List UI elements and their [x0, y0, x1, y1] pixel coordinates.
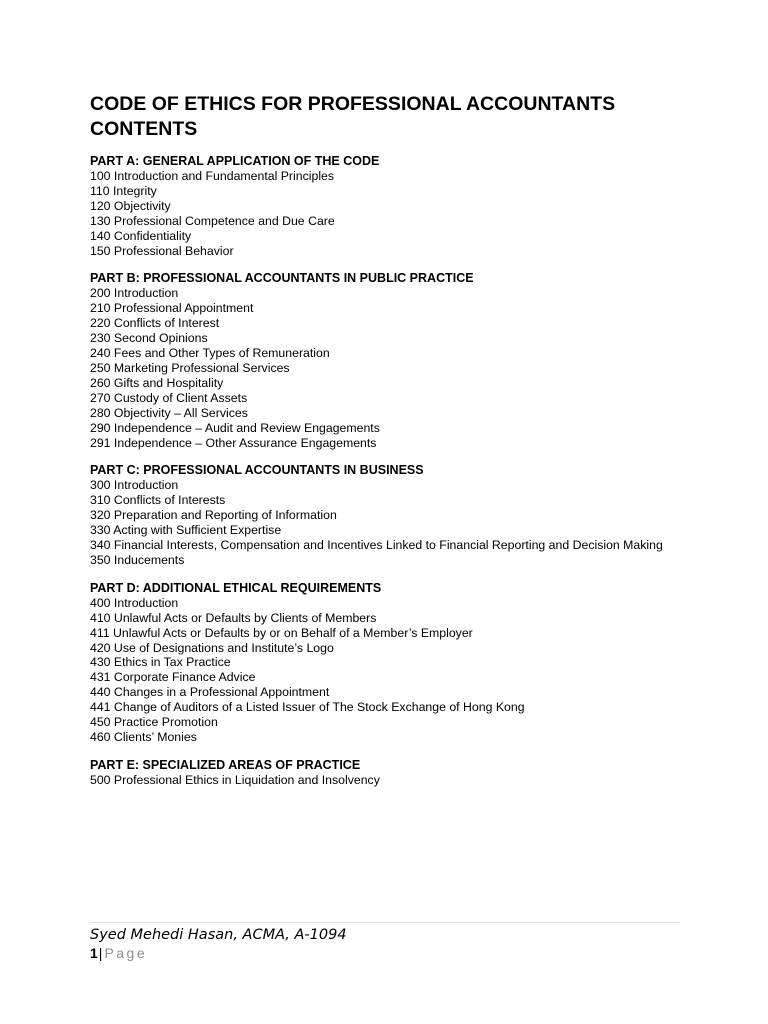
contents-item: 450 Practice Promotion: [90, 715, 218, 730]
contents-item: 290 Independence – Audit and Review Engagements: [90, 420, 380, 435]
contents-section: [90, 154, 690, 258]
contents-item: 350 Inducements: [90, 552, 185, 567]
contents-item: 460 Clients’ Monies: [90, 730, 197, 744]
page-word: Page: [104, 945, 148, 961]
contents-section: [90, 581, 690, 745]
contents-item: 411 Unlawful Acts or Defaults by or on Behalf of a Member’s Employer: [90, 625, 473, 640]
section-heading: PART E: SPECIALIZED AREAS OF PRACTICE: [90, 757, 361, 772]
document-page: [90, 92, 690, 801]
footer-divider: [90, 922, 680, 923]
contents-item: 340 Financial Interests, Compensation and Incentives Linked to Financial Reporting and Decision Making: [90, 538, 663, 553]
title-line-2: CONTENTS: [90, 118, 198, 140]
contents-item: 400 Introduction: [90, 595, 179, 610]
contents-item: 210 Professional Appointment: [90, 301, 254, 316]
section-heading: PART B: PROFESSIONAL ACCOUNTANTS IN PUBLIC PRACTICE: [90, 271, 474, 286]
contents-section: [90, 463, 690, 567]
contents-item: 440 Changes in a Professional Appointment: [90, 685, 330, 700]
contents-item: 431 Corporate Finance Advice: [90, 670, 256, 685]
contents-item: 200 Introduction: [90, 286, 179, 301]
contents-section: [90, 271, 690, 450]
contents-item: 260 Gifts and Hospitality: [90, 375, 224, 390]
contents-item: 130 Professional Competence and Due Care: [90, 213, 335, 228]
section-item-list: [90, 286, 690, 450]
contents-section: [90, 758, 690, 788]
contents-item: 441 Change of Auditors of a Listed Issuer of The Stock Exchange of Hong Kong: [90, 700, 525, 715]
contents-item: 330 Acting with Sufficient Expertise: [90, 523, 282, 538]
contents-sections: [90, 154, 690, 788]
contents-item: 110 Integrity: [90, 183, 157, 198]
contents-item: 120 Objectivity: [90, 198, 171, 213]
section-item-list: [90, 169, 690, 258]
contents-item: 430 Ethics in Tax Practice: [90, 655, 231, 670]
contents-item: 100 Introduction and Fundamental Principles: [90, 169, 335, 183]
section-heading: PART C: PROFESSIONAL ACCOUNTANTS IN BUSINESS: [90, 463, 424, 478]
section-item-list: [90, 596, 690, 745]
contents-item: 140 Confidentiality: [90, 228, 192, 243]
contents-item: 410 Unlawful Acts or Defaults by Clients of Members: [90, 610, 377, 625]
contents-item: 420 Use of Designations and Institute’s Logo: [90, 640, 334, 655]
document-title: [90, 92, 690, 142]
contents-item: 280 Objectivity – All Services: [90, 405, 248, 420]
page-number-value: 1: [90, 945, 98, 961]
contents-item: 230 Second Opinions: [90, 331, 208, 346]
section-heading: PART D: ADDITIONAL ETHICAL REQUIREMENTS: [90, 580, 382, 595]
contents-item: 310 Conflicts of Interests: [90, 493, 226, 508]
page-number: [90, 944, 147, 962]
contents-item: 270 Custody of Client Assets: [90, 390, 248, 405]
section-heading: PART A: GENERAL APPLICATION OF THE CODE: [90, 154, 380, 168]
section-item-list: [90, 478, 690, 567]
contents-item: 220 Conflicts of Interest: [90, 316, 220, 331]
contents-item: 320 Preparation and Reporting of Information: [90, 508, 337, 523]
contents-item: 240 Fees and Other Types of Remuneration: [90, 346, 330, 361]
title-line-1: CODE OF ETHICS FOR PROFESSIONAL ACCOUNTANTS: [90, 93, 616, 115]
contents-item: 250 Marketing Professional Services: [90, 360, 290, 375]
section-item-list: [90, 773, 690, 788]
footer-author: Syed Mehedi Hasan, ACMA, A-1094: [90, 927, 347, 943]
page-number-separator: |: [98, 945, 103, 961]
contents-item: 300 Introduction: [90, 478, 179, 493]
contents-item: 291 Independence – Other Assurance Engagements: [90, 435, 377, 450]
contents-item: 150 Professional Behavior: [90, 243, 234, 258]
contents-item: 500 Professional Ethics in Liquidation and Insolvency: [90, 772, 380, 787]
